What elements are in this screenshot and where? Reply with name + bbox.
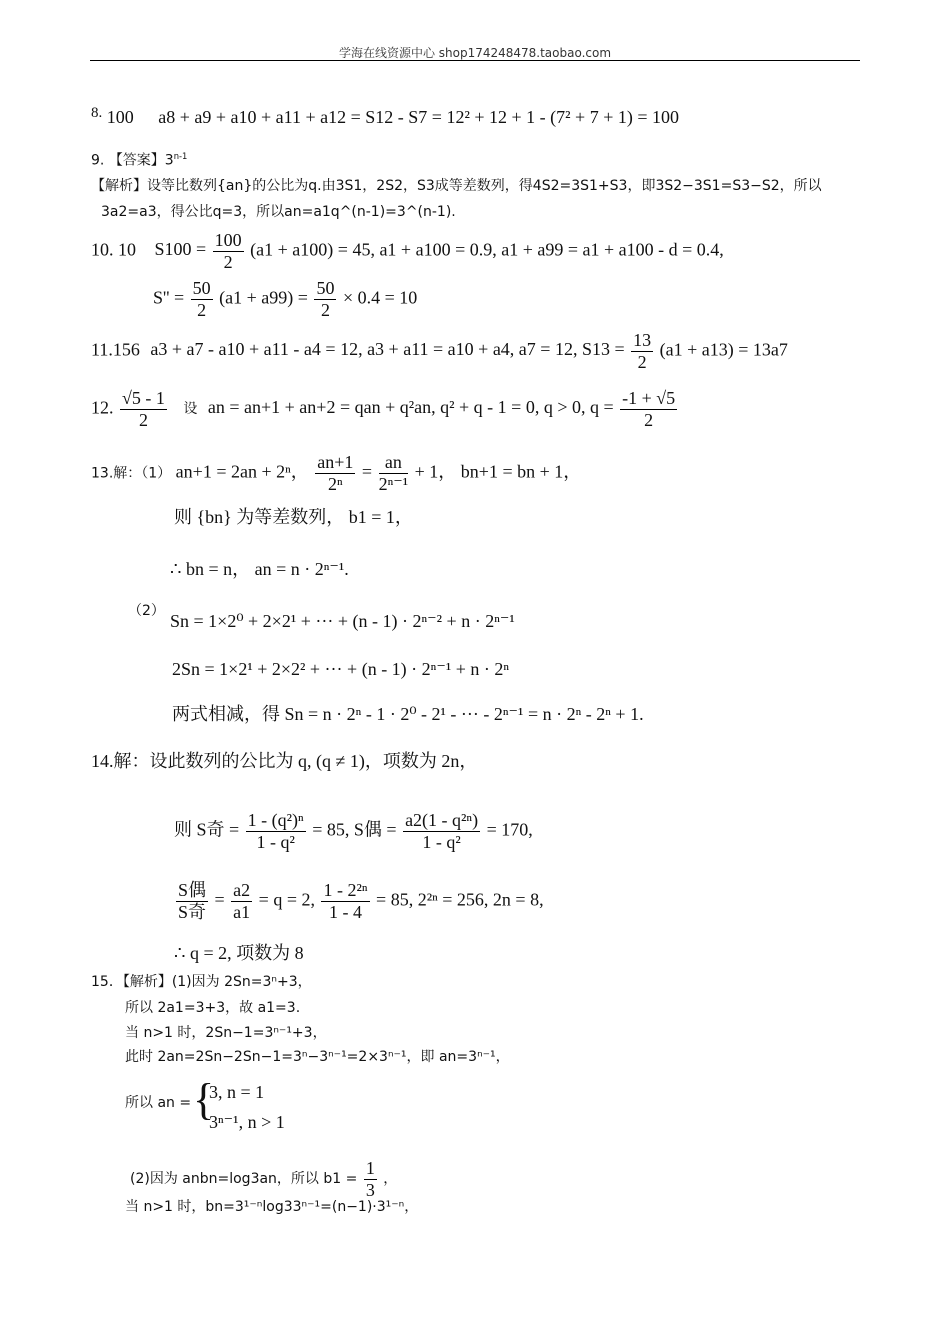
q10-l2-mid: (a1 + a99) =	[219, 287, 308, 308]
q10-frac-100-2: $\frac{100}{2}$	[214, 230, 242, 272]
q13-line5: 2Sn = 1×2¹ + 2×2² + ··· + (n - 1) · 2ⁿ⁻¹ + n · 2ⁿ	[172, 659, 510, 679]
q15-case2: 3ⁿ⁻¹, n > 1	[209, 1112, 285, 1132]
q10-line2	[153, 278, 417, 320]
q13-l1-post: + 1， bn+1 = bn + 1，	[414, 461, 582, 482]
q14-l3-mid: = q = 2,	[258, 889, 315, 910]
q10-l1-pre: S100 =	[154, 239, 207, 260]
q8-answer: 100	[106, 107, 134, 127]
q14-line2	[174, 810, 533, 852]
page-header: 学海在线资源中心 shop174248478.taobao.com	[338, 46, 612, 60]
q13-line4: Sn = 1×2⁰ + 2×2¹ + ··· + (n - 1) · 2ⁿ⁻² + n · 2ⁿ⁻¹	[170, 611, 515, 631]
q15-l5-pre: 所以 an =	[125, 1095, 192, 1111]
q12-expr: an = an+1 + an+2 = qan + q²an, q² + q - 1 = 0, q > 0, q =	[207, 397, 614, 418]
q12-she: 设	[183, 401, 198, 418]
q13-l1a: an+1 = 2an + 2ⁿ，	[175, 461, 309, 482]
q11-post: (a1 + a13) = 13a7	[659, 339, 788, 360]
q15-brace: {	[193, 1075, 215, 1124]
q15-line2: 所以 2a1=3+3，故 a1=3.	[125, 1000, 301, 1016]
q13-line1: 13.解：（1） an+1 = 2an + 2ⁿ， $\frac{an+1}{\text{2ⁿ}}$ = $\frac{an}{\text{2ⁿ⁻¹}}$ + 1， bn+1 = bn + 1，	[91, 452, 582, 494]
q14-frac5: $\frac{\text{1 - 2²ⁿ}}{1 - 4}$	[323, 880, 368, 922]
q14-frac2: $\frac{\text{a2(1 - q²ⁿ)}}{\text{1 - q²}}$	[405, 810, 479, 852]
q14-l2-mid: = 85, S偶 =	[312, 819, 397, 840]
q13-frac1: $\frac{an+1}{\text{2ⁿ}}$	[317, 452, 354, 494]
q10-l2-post: × 0.4 = 10	[342, 287, 418, 308]
q9-head: 9. 【答案】3	[91, 152, 174, 169]
q12-number: 12.	[91, 397, 114, 418]
q12-frac: $\frac{-1 + √5}{2}$	[622, 388, 676, 430]
q15-l6-pre: (2)因为 anbn=log3an，所以 b1 =	[130, 1171, 358, 1188]
header-rule	[90, 60, 860, 61]
q14-frac3: S偶 S奇	[178, 880, 207, 922]
q11-frac: $\frac{13}{2}$	[633, 330, 652, 372]
q15-line1: 15．【解析】(1)因为 2Sn=3ⁿ+3，	[91, 974, 312, 990]
q13-line6: 两式相减，得 Sn = n · 2ⁿ - 1 · 2⁰ - 2¹ - ··· - 2ⁿ⁻¹ = n · 2ⁿ - 2ⁿ + 1.	[172, 704, 644, 724]
q15-case1: 3, n = 1	[209, 1082, 265, 1102]
q10-frac-50-2-a: $\frac{50}{2}$	[192, 278, 211, 320]
q10-l1-post: (a1 + a100) = 45, a1 + a100 = 0.9, a1 + a99 = a1 + a100 - d = 0.4,	[250, 239, 724, 260]
q14-line3: S偶 S奇 = $\frac{a2}{a1}$ = q = 2, $\frac{\text{1 - 2²ⁿ}}{1 - 4}$ = 85, 2²ⁿ = 256, 2n = 8,	[178, 880, 544, 922]
q10-number: 10. 10	[91, 239, 136, 260]
q15-line7: 当 n>1 时，bn=3¹⁻ⁿlog33ⁿ⁻¹=(n−1)·3¹⁻ⁿ，	[125, 1199, 419, 1215]
q15-line6: (2)因为 anbn=log3an，所以 b1 = $\frac{1}{3}$ ，	[130, 1158, 398, 1200]
q10-l2-pre: S'' =	[153, 287, 185, 308]
q9-head-sup: n-1	[173, 151, 188, 161]
q13-number: 13.解：（1）	[91, 465, 172, 482]
q10-line1	[91, 230, 724, 272]
q15-piecewise	[125, 1075, 425, 1138]
q14-frac1: $\frac{\text{1 - (q²)ⁿ}}{\text{1 - q²}}$	[247, 810, 304, 852]
q9-analysis-line1: 【解析】设等比数列{an}的公比为q.由3S1，2S2，S3成等差数列，得4S2=3S1+S3，即3S2−3S1=S3−S2，所以	[91, 178, 822, 194]
q9-analysis-line2: 3a2=a3，得公比q=3，所以an=a1q^(n-1)=3^(n-1).	[101, 204, 456, 220]
q8	[91, 106, 679, 126]
q14-line1: 14.解：设此数列的公比为 q, (q ≠ 1)，项数为 2n，	[91, 751, 478, 771]
q13-line2: 则 {bn} 为等差数列， b1 = 1，	[174, 507, 413, 527]
q13-part2: （2）	[128, 603, 165, 619]
q15-line4: 此时 2an=2Sn−2Sn−1=3ⁿ−3ⁿ⁻¹=2×3ⁿ⁻¹，即 an=3ⁿ⁻¹，	[125, 1049, 510, 1065]
q14-l2-pre: 则 S奇 =	[174, 819, 240, 840]
q12-answer-frac: $\frac{√5 - 1}{2}$	[122, 388, 165, 430]
q14-line4: ∴ q = 2, 项数为 8	[174, 943, 304, 963]
q12	[91, 388, 679, 430]
q14-l2-post: = 170,	[486, 819, 533, 840]
q14-frac4: $\frac{a2}{a1}$	[233, 880, 251, 922]
q11-number: 11.156	[91, 339, 140, 360]
q13-frac2: $\frac{an}{\text{2ⁿ⁻¹}}$	[378, 452, 409, 494]
q13-line3: ∴ bn = n， an = n · 2ⁿ⁻¹.	[170, 559, 349, 579]
q15-frac: $\frac{1}{3}$	[365, 1158, 375, 1200]
q11-pre: a3 + a7 - a10 + a11 - a4 = 12, a3 + a11 = a10 + a4, a7 = 12, S13 =	[150, 339, 625, 360]
q10-frac-50-2-b: $\frac{50}{2}$	[316, 278, 335, 320]
q8-expression: a8 + a9 + a10 + a11 + a12 = S12 - S7 = 12² + 12 + 1 - (7² + 7 + 1) = 100	[158, 107, 679, 127]
q14-l3-post: = 85, 2²ⁿ = 256, 2n = 8,	[376, 889, 544, 910]
q11	[91, 330, 788, 372]
q9-answer	[91, 152, 187, 168]
q8-number: 8.	[91, 105, 103, 121]
q15-line3: 当 n>1 时，2Sn−1=3ⁿ⁻¹+3，	[125, 1025, 327, 1041]
